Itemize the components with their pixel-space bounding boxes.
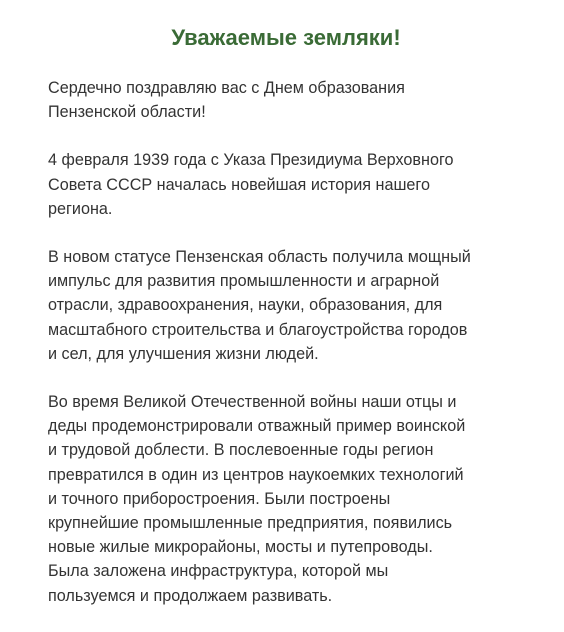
text-line: импульс для развития промышленности и аграрной <box>48 272 440 291</box>
paragraph-history <box>48 148 548 221</box>
text-line: и точного приборостроения. Были построены <box>48 489 391 508</box>
text-line: масштабного строительства и благоустройства городов <box>48 320 468 339</box>
paragraph-development <box>48 245 548 366</box>
text-line: Совета СССР началась новейшая история нашего <box>48 175 430 194</box>
text-line: отрасли, здравоохранения, науки, образования, для <box>48 296 443 315</box>
text-line: 4 февраля 1939 года с Указа Президиума Верховного <box>48 151 454 170</box>
letter-body <box>48 76 548 632</box>
text-line: крупнейшие промышленные предприятия, появились <box>48 514 453 533</box>
text-line: региона. <box>48 199 113 218</box>
paragraph-greeting <box>48 76 548 124</box>
text-line: Была заложена инфраструктура, которой мы <box>48 562 389 581</box>
text-line: Во время Великой Отечественной войны наши отцы и <box>48 393 457 412</box>
page-title: Уважаемые земляки! <box>171 25 401 50</box>
text-line: деды продемонстрировали отважный пример воинской <box>48 417 466 436</box>
text-line: новые жилые микрорайоны, мосты и путепроводы. <box>48 538 433 557</box>
text-line: Сердечно поздравляю вас с Днем образования <box>48 79 405 97</box>
text-line: пользуемся и продолжаем развивать. <box>48 586 333 605</box>
text-line: В новом статусе Пензенская область получила мощный <box>48 248 471 267</box>
paragraph-war-and-postwar <box>48 390 548 608</box>
text-line: превратился в один из центров наукоемких технологий <box>48 465 464 484</box>
text-line: и сел, для улучшения жизни людей. <box>48 344 319 363</box>
text-line: и трудовой доблести. В послевоенные годы регион <box>48 441 434 460</box>
text-line: Пензенской области! <box>48 103 206 122</box>
